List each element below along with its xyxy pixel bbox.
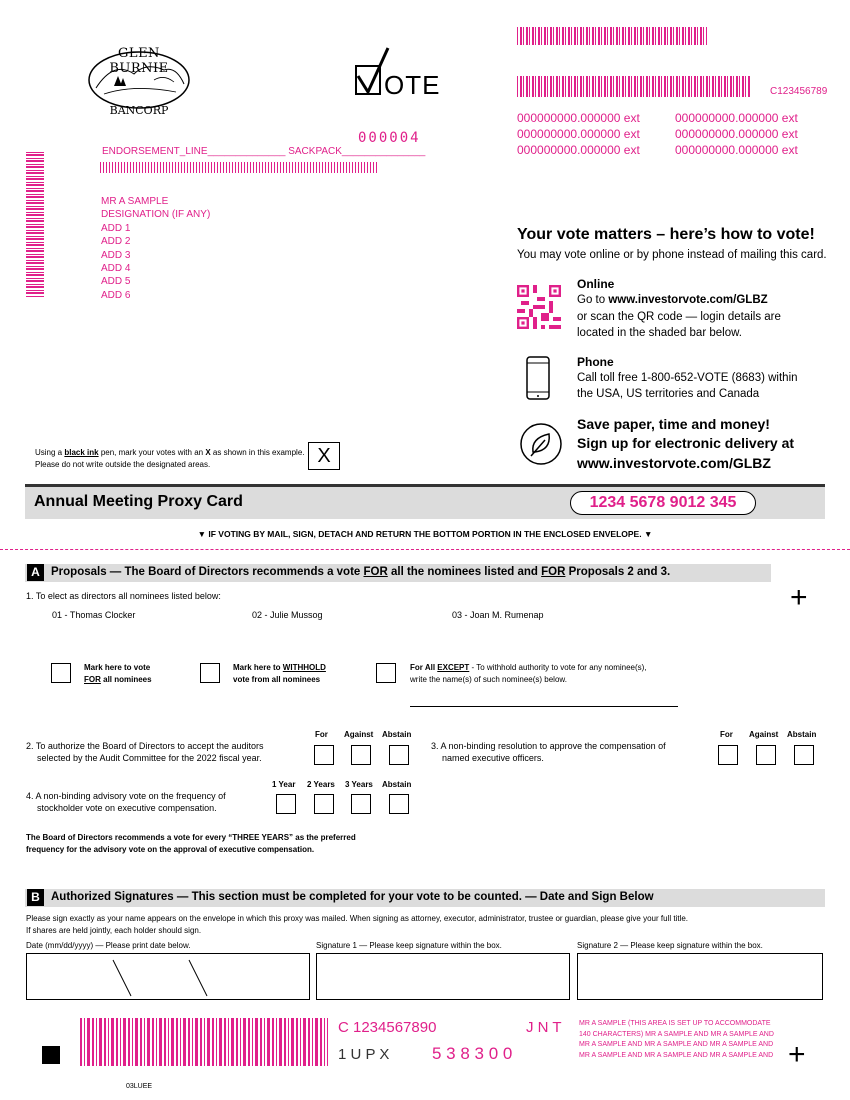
footer-code-4: 5 3 8 3 0 0 <box>432 1044 513 1063</box>
vote-for-all-rest: all nominees <box>100 675 152 684</box>
online-title: Online <box>577 277 615 291</box>
p3-abstain-checkbox[interactable] <box>794 745 814 765</box>
logo-name-bottom: BANCORP <box>109 104 169 117</box>
example-mark: X <box>317 445 331 467</box>
online-line-2: or scan the QR code — login details are <box>577 311 781 323</box>
p2-against-checkbox[interactable] <box>351 745 371 765</box>
for-all-except-checkbox[interactable] <box>376 663 396 683</box>
online-line-1-prefix: Go to <box>577 294 609 306</box>
ink-instructions-2: Please do not write outside the designated areas. <box>35 460 211 469</box>
withhold-all-checkbox[interactable] <box>200 663 220 683</box>
sample-line: MR A SAMPLE AND MR A SAMPLE AND MR A SAMPLE AND <box>579 1051 774 1059</box>
section-a-title <box>51 566 670 578</box>
nominee-3: 03 - Joan M. Rumenap <box>452 610 544 620</box>
p3-for-checkbox[interactable] <box>718 745 738 765</box>
section-b-title: Authorized Signatures — This section must be completed for your vote to be counted. — Date and Sign Below <box>51 891 654 903</box>
proposal-2-text <box>26 740 263 764</box>
p3-line1: 3. A non-binding resolution to approve the compensation of <box>431 741 666 751</box>
p3-line2: named executive officers. <box>442 753 544 763</box>
p4-2yr-checkbox[interactable] <box>314 794 334 814</box>
section-a-title-for2: FOR <box>541 566 566 578</box>
sequence-number: 000004 <box>358 130 421 146</box>
footer-barcode <box>80 1018 328 1066</box>
except-write-in-line[interactable] <box>410 706 678 707</box>
p4-3yr-checkbox[interactable] <box>351 794 371 814</box>
address-line: DESIGNATION (IF ANY) <box>101 209 211 221</box>
vote-for-all-label <box>84 662 152 686</box>
p3-col-abstain: Abstain <box>787 730 817 739</box>
section-a-title-pre: Proposals — The Board of Directors recommends a vote <box>51 566 364 578</box>
signature-2-box[interactable] <box>577 953 823 1000</box>
sig-instr-1: Please sign exactly as your name appears on the envelope in which this proxy was mailed. When signing as attorney, executor, administrator, trustee or guardian, please give your full title. <box>26 914 688 923</box>
withhold-pre: Mark here to <box>233 663 283 672</box>
p2-col-against: Against <box>344 730 374 739</box>
address-line: MR A SAMPLE <box>101 196 169 207</box>
p2-line2: selected by the Audit Committee for the 2022 fiscal year. <box>37 753 262 763</box>
endorsement-line: ENDORSEMENT_LINE______________ SACKPACK_______________ <box>102 146 426 157</box>
nominee-1: 01 - Thomas Clocker <box>52 610 136 620</box>
proposal-3-text <box>431 740 666 764</box>
address-line: ADD 3 <box>101 249 131 261</box>
vote-logo-text: OTE <box>384 70 441 100</box>
sig-instr-2: If shares are held jointly, each holder should sign. <box>26 925 202 935</box>
ext-code-3: 000000000.000000 ext <box>517 127 640 141</box>
example-mark-box <box>308 442 340 470</box>
barcode-second <box>517 76 750 97</box>
p2-col-for: For <box>315 730 328 739</box>
online-line-3: located in the shaded bar below. <box>577 327 742 339</box>
proposal-1-label: 1. To elect as directors all nominees listed below: <box>26 591 221 601</box>
section-a-title-post: Proposals 2 and 3. <box>565 566 671 578</box>
registration-plus-top: + <box>790 581 808 614</box>
section-a-title-mid: all the nominees listed and <box>387 566 542 578</box>
login-code <box>570 491 756 515</box>
card-title: Annual Meeting Proxy Card <box>34 493 243 510</box>
detach-note: ▼ IF VOTING BY MAIL, SIGN, DETACH AND RETURN THE BOTTOM PORTION IN THE ENCLOSED ENVELOPE. ▼ <box>197 529 653 539</box>
p2-abstain-checkbox[interactable] <box>389 745 409 765</box>
sample-line: MR A SAMPLE (THIS AREA IS SET UP TO ACCOMMODATE <box>579 1020 771 1027</box>
p2-line1: 2. To authorize the Board of Directors to accept the auditors <box>26 741 264 751</box>
address-line: ADD 4 <box>101 263 131 275</box>
vote-for-all-line1: Mark here to vote <box>84 663 151 672</box>
address-line: ADD 6 <box>101 289 131 301</box>
qr-code-icon <box>517 285 561 329</box>
except-word: EXCEPT <box>437 663 470 672</box>
address-line: ADD 5 <box>101 276 131 288</box>
logo-name-top: GLEN BURNIE <box>109 46 169 76</box>
date-separators <box>27 954 309 999</box>
p4-col-2yr: 2 Years <box>307 780 335 789</box>
p3-col-against: Against <box>749 730 779 739</box>
control-code: C123456789 <box>770 86 828 97</box>
p4-col-abstain: Abstain <box>382 780 412 789</box>
phone-icon <box>526 356 550 400</box>
footer-code-2: J N T <box>526 1019 562 1036</box>
date-input-box[interactable] <box>26 953 310 1000</box>
registration-square <box>42 1046 60 1064</box>
nominee-2: 02 - Julie Mussog <box>252 610 323 620</box>
footer-sample-text <box>579 1019 774 1061</box>
phone-title: Phone <box>577 355 614 369</box>
except-post: - To withhold authority to vote for any nominee(s), <box>469 663 647 672</box>
date-label: Date (mm/dd/yyyy) — Please print date below. <box>26 941 191 950</box>
online-line-1 <box>577 294 768 306</box>
form-code: 03LUEE <box>126 1083 153 1090</box>
except-line2: write the name(s) of such nominee(s) below. <box>410 675 567 684</box>
ink-instr-ink: black ink <box>64 448 99 457</box>
online-url-link[interactable]: www.investorvote.com/GLBZ <box>608 294 768 306</box>
registration-plus-bottom: + <box>788 1038 806 1071</box>
section-a-tag: A <box>27 564 44 581</box>
address-block <box>101 195 210 302</box>
board-recommendation <box>26 832 356 856</box>
ink-instr-x: X <box>205 448 211 457</box>
ext-code-4: 000000000.000000 ext <box>675 127 798 141</box>
footer-code-3: 1 U P X <box>338 1046 390 1063</box>
ink-instructions <box>35 448 305 457</box>
leaf-icon <box>519 422 563 466</box>
withhold-line2: vote from all nominees <box>233 675 321 684</box>
how-to-vote-subtitle: You may vote online or by phone instead of mailing this card. <box>517 249 827 261</box>
detach-line <box>0 549 850 550</box>
p4-line2: stockholder vote on executive compensation. <box>37 803 217 813</box>
withhold-all-label <box>233 662 326 686</box>
login-code-text: 1234 5678 9012 345 <box>589 494 737 511</box>
side-barcode <box>26 152 44 297</box>
sample-line: 140 CHARACTERS) MR A SAMPLE AND MR A SAMPLE AND <box>579 1030 774 1038</box>
rec-line2: frequency for the advisory vote on the approval of executive compensation. <box>26 845 315 854</box>
ink-instr-post: as shown in this example. <box>210 448 305 457</box>
save-line-2: Sign up for electronic delivery at <box>577 435 795 451</box>
except-pre: For All <box>410 663 438 672</box>
ext-code-5: 000000000.000000 ext <box>517 143 640 157</box>
signature-1-label: Signature 1 — Please keep signature within the box. <box>316 941 502 950</box>
p3-col-for: For <box>720 730 733 739</box>
ink-instr-pre: Using a <box>35 448 65 457</box>
company-logo <box>84 40 194 120</box>
address-line: ADD 2 <box>101 236 131 248</box>
rec-line1: The Board of Directors recommends a vote for every “THREE YEARS” as the preferred <box>26 833 356 842</box>
footer-code-1: C 1234567890 <box>338 1019 437 1036</box>
ext-code-6: 000000000.000000 ext <box>675 143 798 157</box>
withhold-word: WITHHOLD <box>282 663 326 672</box>
p4-line1: 4. A non-binding advisory vote on the frequency of <box>26 791 226 801</box>
address-line: ADD 1 <box>101 222 131 234</box>
ext-code-2: 000000000.000000 ext <box>675 111 798 125</box>
p2-for-checkbox[interactable] <box>314 745 334 765</box>
ink-instr-mid: pen, mark your votes with an <box>98 448 206 457</box>
for-all-except-label <box>410 662 647 686</box>
barcode-top <box>517 27 707 45</box>
p2-col-abstain: Abstain <box>382 730 412 739</box>
ext-code-1: 000000000.000000 ext <box>517 111 640 125</box>
save-line-1: Save paper, time and money! <box>577 416 770 432</box>
vote-for-all-line2 <box>84 674 152 686</box>
sample-line: MR A SAMPLE AND MR A SAMPLE AND MR A SAMPLE AND <box>579 1041 774 1048</box>
signature-1-box[interactable] <box>316 953 570 1000</box>
proposal-4-text <box>26 790 226 814</box>
section-a-title-for1: FOR <box>363 566 388 578</box>
vote-logo <box>354 46 441 100</box>
p4-abstain-checkbox[interactable] <box>389 794 409 814</box>
withhold-line1 <box>233 662 326 674</box>
p4-col-1yr: 1 Year <box>272 780 296 789</box>
signature-instructions <box>26 913 688 936</box>
signature-2-label: Signature 2 — Please keep signature within the box. <box>577 941 763 950</box>
section-b-tag: B <box>27 889 44 906</box>
phone-line-1: Call toll free 1-800-652-VOTE (8683) within <box>577 372 798 384</box>
phone-line-2: the USA, US territories and Canada <box>577 388 760 400</box>
p3-against-checkbox[interactable] <box>756 745 776 765</box>
except-line1 <box>410 662 647 674</box>
postal-barcode <box>100 162 377 173</box>
vote-for-all-for: FOR <box>84 675 101 684</box>
vote-for-all-checkbox[interactable] <box>51 663 71 683</box>
p4-col-3yr: 3 Years <box>345 780 373 789</box>
save-line-3-link[interactable]: www.investorvote.com/GLBZ <box>577 455 771 471</box>
how-to-vote-title: Your vote matters – here’s how to vote! <box>517 226 815 243</box>
p4-1yr-checkbox[interactable] <box>276 794 296 814</box>
